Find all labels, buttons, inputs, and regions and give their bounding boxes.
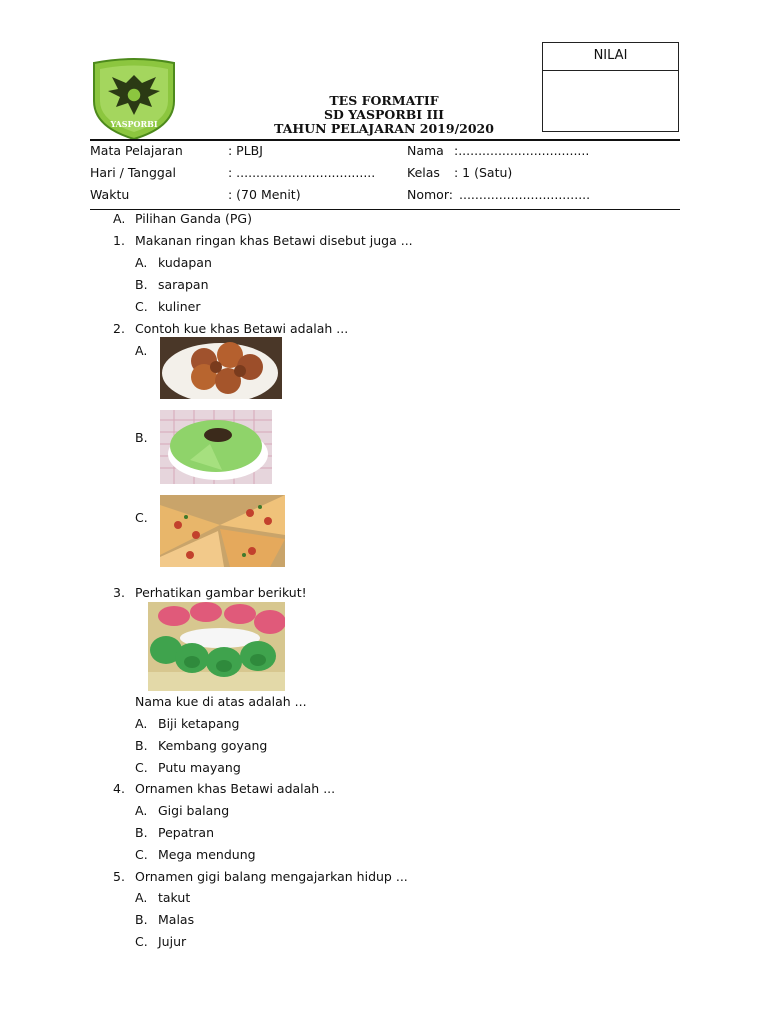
option-letter: C. [135,510,148,525]
question-number: 4. [113,781,125,796]
score-label: NILAI [543,43,678,71]
info-divider [90,209,680,210]
name-label: Nama [407,143,444,158]
option-text: kudapan [158,255,212,270]
option-letter: A. [135,803,148,818]
question-text: Perhatikan gambar berikut! [135,585,307,600]
score-box [542,42,679,132]
option-letter: B. [135,912,148,927]
option-text: Jujur [158,934,187,949]
number-value: ................................. [459,187,591,202]
question-text: Ornamen khas Betawi adalah ... [135,781,336,796]
bolu-pandan-image [160,410,272,484]
class-value: : 1 (Satu) [454,165,513,180]
number-label: Nomor: [407,187,453,202]
option-letter: B. [135,277,148,292]
svg-text:YASPORBI: YASPORBI [110,119,158,129]
kembang-goyang-image [160,337,282,399]
question-number: 2. [113,321,125,336]
question-text: Ornamen gigi balang mengajarkan hidup ... [135,869,408,884]
test-title: TES FORMATIF [329,93,439,108]
option-text: Kembang goyang [158,738,268,753]
time-value: : (70 Menit) [228,187,301,202]
option-letter: A. [135,343,148,358]
option-text: kuliner [158,299,201,314]
option-text: Malas [158,912,195,927]
option-letter: C. [135,760,148,775]
question-number: 5. [113,869,125,884]
question-text: Contoh kue khas Betawi adalah ... [135,321,349,336]
option-text: Putu mayang [158,760,241,775]
school-name: SD YASPORBI III [323,107,445,122]
option-text: sarapan [158,277,209,292]
option-text: takut [158,890,191,905]
question-number: 3. [113,585,125,600]
option-text: Biji ketapang [158,716,240,731]
option-letter: C. [135,847,148,862]
option-letter: A. [135,716,148,731]
pizza-image [160,495,285,567]
question-number: 1. [113,233,125,248]
subject-label: Mata Pelajaran [90,143,183,158]
option-text: Pepatran [158,825,214,840]
date-value: : ................................... [228,165,376,180]
question-text: Makanan ringan khas Betawi disebut juga ... [135,233,413,248]
option-letter: B. [135,738,148,753]
question-subtext: Nama kue di atas adalah ... [135,694,307,709]
class-label: Kelas [407,165,440,180]
option-letter: B. [135,430,148,445]
academic-year: TAHUN PELAJARAN 2019/2020 [274,121,494,136]
name-value: :................................. [454,143,590,158]
option-letter: C. [135,934,148,949]
option-letter: A. [135,255,148,270]
option-letter: A. [135,890,148,905]
header-divider [90,139,680,141]
date-label: Hari / Tanggal [90,165,176,180]
option-letter: B. [135,825,148,840]
section-title: Pilihan Ganda (PG) [135,211,252,226]
time-label: Waktu [90,187,130,202]
subject-value: : PLBJ [228,143,263,158]
putu-mayang-image [148,602,285,691]
section-letter: A. [113,211,126,226]
option-text: Mega mendung [158,847,256,862]
option-text: Gigi balang [158,803,230,818]
option-letter: C. [135,299,148,314]
